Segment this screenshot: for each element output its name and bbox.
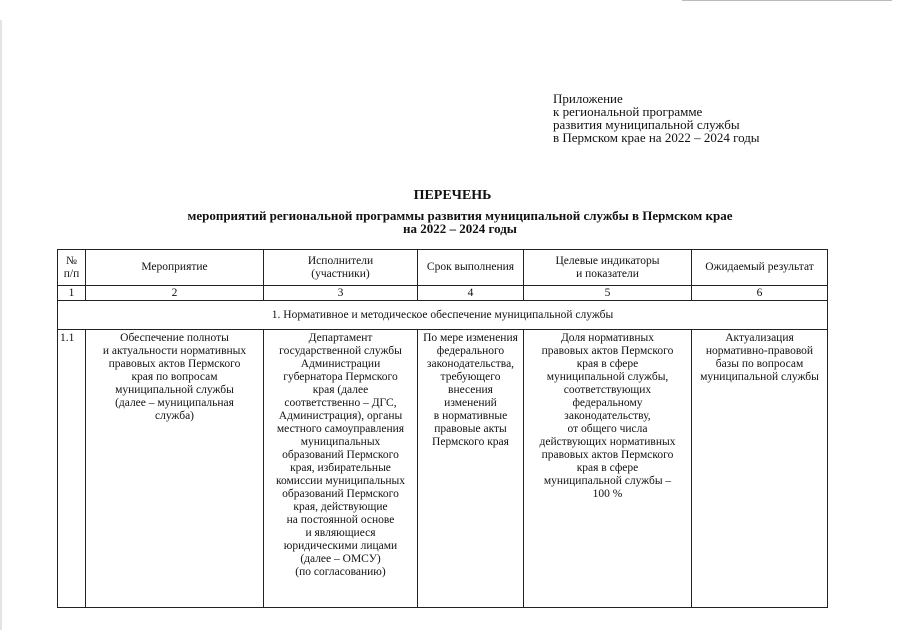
deadline-cell: По мере изменения федерального законодательства, требующего внесения изменений в нормативные правовые акты Пермского края — [418, 330, 524, 608]
header-cell-measure: Мероприятие — [86, 250, 264, 286]
section-heading: 1. Нормативное и методическое обеспечение муниципальной службы — [58, 301, 828, 330]
table-header-row — [58, 250, 828, 286]
header-cell-result: Ожидаемый результат — [692, 250, 828, 286]
row-number-cell: 1.1 — [58, 330, 86, 608]
column-number: 2 — [86, 286, 264, 301]
page-top-border — [682, 0, 892, 1]
scan-left-edge — [0, 20, 2, 630]
column-number-row — [58, 286, 828, 301]
measures-table — [57, 249, 828, 608]
measure-cell: Обеспечение полноты и актуальности нормативных правовых актов Пермского края по вопросам муниципальной службы (далее – муниципальная служба) — [86, 330, 264, 608]
result-cell: Актуализация нормативно-правовой базы по вопросам муниципальной службы — [692, 330, 828, 608]
column-number: 5 — [524, 286, 692, 301]
document-subtitle: мероприятий региональной программы развития муниципальной службы в Пермском крае на 2022 – 2024 годы — [187, 208, 733, 236]
header-cell-executors: Исполнители (участники) — [264, 250, 418, 286]
column-number: 4 — [418, 286, 524, 301]
header-cell-number: № п/п — [58, 250, 86, 286]
header-cell-deadline: Срок выполнения — [418, 250, 524, 286]
appendix-note: Приложение к региональной программе развития муниципальной службы в Пермском крае на 2022 – 2024 годы — [553, 91, 760, 145]
indicators-cell: Доля нормативных правовых актов Пермского края в сфере муниципальной службы, соответствующих федеральному законодательству, от общего числа действующих нормативных правовых актов Пермского края в сфере муниципальной службы – 100 % — [524, 330, 692, 608]
table-row — [58, 330, 828, 608]
document-title: ПЕРЕЧЕНЬ — [413, 188, 492, 203]
section-row — [58, 301, 828, 330]
column-number: 1 — [58, 286, 86, 301]
header-cell-indicators: Целевые индикаторы и показатели — [524, 250, 692, 286]
executors-cell: Департамент государственной службы Администрации губернатора Пермского края (далее соответственно – ДГС, Администрация), органы местного самоуправления муниципальных образований Пермского края, избирательные комиссии муниципальных образований Пермского края, действующие на постоянной основе и являющиеся юридическими лицами (далее – ОМСУ) (по согласованию) — [264, 330, 418, 608]
column-number: 3 — [264, 286, 418, 301]
column-number: 6 — [692, 286, 828, 301]
